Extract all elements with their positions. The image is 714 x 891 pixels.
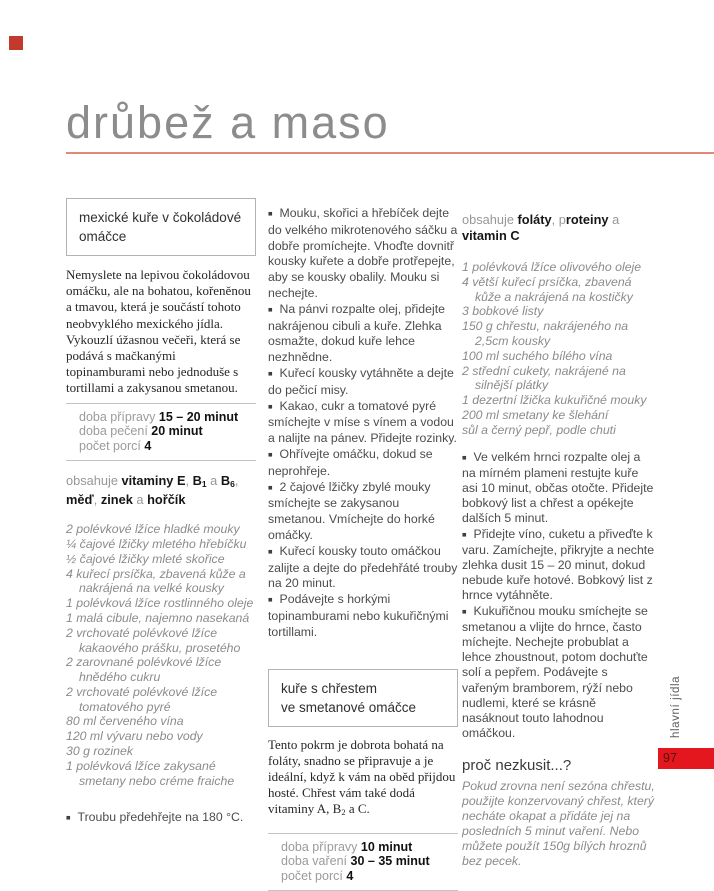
ingredient-item: 100 ml suchého bílého vína (462, 348, 613, 363)
instruction-step: ■ Kuřecí kousky vytáhněte a dejte do pečicí misy. (268, 366, 458, 399)
instruction-step: ■ Kukuřičnou mouku smíchejte se smetanou a vlijte do hrnce, často míchejte. Nechejte probublat a lehce zhoustnout, potom dochuťte solí a pepřem. Podávejte s vařeným bramborem, rýží nebo nudlemi, které se krásně nasáknout touto lahodnou omáčkou. (462, 604, 656, 742)
info-label: doba přípravy (281, 839, 358, 854)
recipe-title-line-1: mexické kuře v čokoládové (79, 210, 242, 225)
ingredients-list-mexican (66, 522, 256, 788)
page-number: 97 (663, 751, 677, 765)
nutrients-line-asparagus (462, 212, 656, 244)
corner-accent-square (9, 36, 23, 50)
ingredient-item: 4 kuřecí prsíčka, zbavená kůže a nakrájená na velké kousky (66, 566, 246, 596)
text-segment: , (234, 473, 239, 489)
instruction-step: ■ Podávejte s horkými topinamburami nebo kukuřičnými tortillami. (268, 592, 458, 640)
text-segment: 2 (341, 807, 346, 818)
ingredient-item: 1 dezertní lžička kukuřičné mouky (462, 393, 647, 408)
info-label: doba pečení (79, 424, 148, 439)
instruction-step: ■ Troubu předehřejte na 180 °C. (66, 810, 256, 827)
text-segment: obsahuje (462, 212, 518, 227)
ingredient-item: 1 polévková lžíce rostlinného oleje (66, 596, 254, 611)
recipe-info-block-asparagus (268, 833, 458, 891)
ingredient-item: 2 vrchovaté polévkové lžíce tomatového pyré (66, 684, 218, 714)
text-segment: a (608, 212, 620, 227)
instruction-step: ■ 2 čajové lžičky zbylé mouky smíchejte se zakysanou smetanou. Vmíchejte do horké omáčky. (268, 480, 458, 544)
ingredient-item: 2 zarovnané polévkové lžíce hnědého cukru (66, 655, 222, 685)
ingredient-item: 2 vrchovaté polévkové lžíce kakaového prášku, prosetého (66, 625, 241, 655)
info-label: počet porcí (79, 438, 141, 453)
ingredient-item: 150 g chřestu, nakrájeného na 2,5cm kousky (462, 319, 629, 348)
info-value: 4 (346, 868, 354, 883)
info-label: počet porcí (281, 868, 343, 883)
text-segment: a C. (345, 801, 370, 817)
instruction-step: ■ Ohřívejte omáčku, dokud se neprohřeje. (268, 447, 458, 480)
info-value: 10 minut (360, 839, 413, 854)
text-segment: Tento pokrm je dobrota bohatá na foláty, snadno se připravuje a je ideální, když k vám na oběd přijdou hosté. Chřest vám také dodá vitaminy A, B (268, 736, 456, 817)
nutrients-line-mexican (66, 473, 256, 508)
ingredients-list-asparagus (462, 260, 656, 438)
recipe-title-line-2: omáčce (79, 229, 127, 244)
info-row (281, 869, 458, 884)
page-title: drůbež a maso (66, 97, 390, 148)
ingredient-item: 3 bobkové listy (462, 304, 544, 319)
ingredient-item: 1 polévková lžíce zakysané smetany nebo créme fraiche (66, 758, 235, 788)
text-segment: obsahuje (66, 473, 122, 489)
instruction-steps-asparagus (462, 450, 656, 742)
text-segment: 1 (201, 479, 207, 490)
instruction-step: ■ Kuřecí kousky touto omáčkou zalijte a dejte do předehřáté trouby na 20 minut. (268, 544, 458, 592)
info-row (281, 840, 458, 855)
recipe-title-box-mexican-chicken (66, 198, 256, 256)
text-segment: 6 (230, 479, 235, 490)
recipe-intro-mexican: Nemyslete na lepivou čokoládovou omáčku, ale na bohatou, kořeněnou a tmavou, která je součástí tohoto neobvyklého mexického jídla. Vykouzlí úžasnou večeři, která se podává s mačkanými topinamburami nebo jednoduše s tortillami a zakysanou smetanou. (66, 267, 251, 396)
column-left (66, 198, 256, 827)
info-row (79, 410, 256, 425)
text-segment: , (93, 492, 101, 508)
text-segment: vitamin C (462, 228, 520, 243)
info-row (281, 854, 458, 869)
info-value: 15 – 20 minut (158, 409, 239, 424)
ingredient-item: 200 ml smetany ke šlehání (462, 407, 609, 422)
prep-step-mexican (66, 810, 256, 827)
title-underline-rule (66, 152, 714, 154)
ingredient-item: 2 střední cukety, nakrájené na silnější plátky (462, 363, 626, 393)
ingredient-item: 1 malá cibule, najemno nasekaná (66, 610, 250, 625)
text-segment: , p (551, 212, 566, 227)
info-value: 4 (144, 438, 152, 453)
ingredient-item: ¼ čajové lžičky mletého hřebíčku (66, 536, 247, 551)
instruction-steps-mexican (268, 206, 458, 641)
ingredient-item: sůl a černý pepř, podle chuti (462, 422, 616, 437)
page-number-badge (658, 748, 714, 769)
info-label: doba vaření (281, 854, 348, 869)
instruction-step: ■ Na pánvi rozpalte olej, přidejte nakrájenou cibuli a kuře. Zlehka osmažte, dokud kuře lehce nezhnědne. (268, 302, 458, 366)
text-segment: , (185, 473, 193, 489)
info-label: doba přípravy (79, 409, 156, 424)
ingredient-item: 1 polévková lžíce olivového oleje (462, 260, 642, 274)
instruction-step: ■ Ve velkém hrnci rozpalte olej a na mírném plameni restujte kuře asi 10 minut, občas otočte. Přidejte bobkový list a chřest a opékejte dalších 5 minut. (462, 450, 656, 527)
text-segment: a (206, 473, 221, 489)
text-segment: měď (66, 492, 94, 508)
column-right (462, 206, 656, 869)
instruction-step: ■ Mouku, skořici a hřebíček dejte do velkého mikrotenového sáčku a dobře promíchejte. Vhoďte dovnitř kousky kuřete a dobře protřepejte, aby se kousky obalily. Mouku si nechejte. (268, 206, 458, 302)
recipe-intro-asparagus (268, 737, 458, 821)
info-value: 20 minut (151, 424, 203, 439)
text-segment: hořčík (147, 492, 186, 508)
recipe-title-box-asparagus-chicken (268, 669, 458, 727)
ingredient-item: 30 g rozinek (66, 744, 133, 759)
section-label-vertical: hlavní jídla (670, 675, 682, 738)
info-value: 30 – 35 minut (350, 854, 430, 869)
text-segment: a (132, 492, 148, 508)
text-segment: vitaminy E (121, 473, 186, 489)
recipe-title-line-2: ve smetanové omáčce (281, 699, 417, 715)
instruction-step: ■ Přidejte víno, cuketu a přiveďte k varu. Zamíchejte, přikryjte a nechte zlehka dusit 15 – 20 minut, dokud nebude kuře hotové. Bobkový list z hrnce vytáhněte. (462, 527, 656, 604)
text-segment: foláty (517, 212, 552, 227)
info-row (79, 439, 256, 454)
text-segment: B (220, 473, 231, 489)
text-segment: B (192, 473, 202, 489)
ingredient-item: 4 větší kuřecí prsíčka, zbavená kůže a nakrájená na kostičky (462, 274, 633, 304)
recipe-info-block-mexican (66, 403, 256, 462)
text-segment: roteiny (565, 212, 609, 227)
instruction-step: ■ Kakao, cukr a tomatové pyré smíchejte v míse s vínem a vodou a nalijte na pánev. Přidejte rozinky. (268, 399, 458, 447)
column-middle (268, 206, 458, 891)
ingredient-item: 120 ml vývaru nebo vody (66, 729, 203, 744)
ingredient-item: ½ čajové lžičky mleté skořice (66, 551, 225, 566)
recipe-title-line-1: kuře s chřestem (281, 680, 378, 696)
ingredient-item: 2 polévkové lžíce hladké mouky (66, 522, 240, 537)
info-row (79, 424, 256, 439)
text-segment: zinek (100, 492, 133, 508)
tip-text: Pokud zrovna není sezóna chřestu, použijte konzervovaný chřest, který necháte okapat a přidáte jej na posledních 5 minut vaření. Nebo můžete použít 150g bílých hroznů bez pecek. (462, 779, 655, 869)
tip-heading: proč nezkusit...? (462, 757, 572, 775)
ingredient-item: 80 ml červeného vína (66, 714, 184, 729)
